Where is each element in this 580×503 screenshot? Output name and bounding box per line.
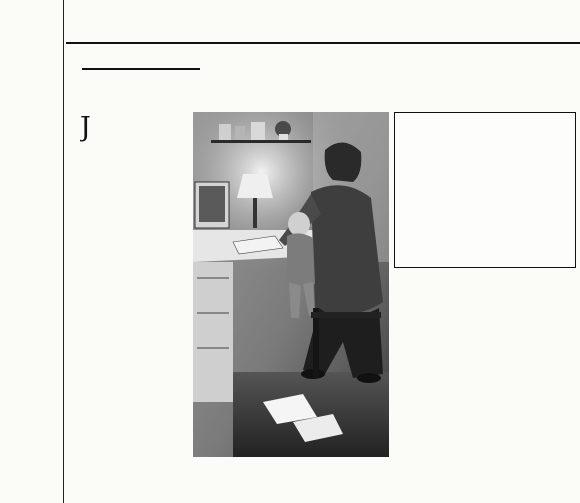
top-divider-rule — [66, 42, 580, 44]
photo-mother-working-with-baby — [193, 112, 389, 457]
article-column-left — [80, 112, 188, 503]
article-column-right — [396, 272, 576, 503]
article-columns-under-photo — [193, 459, 389, 503]
article-photo — [193, 112, 389, 457]
drop-cap: J — [80, 112, 91, 143]
article-paragraph — [294, 459, 389, 503]
classifieds-column — [0, 0, 64, 503]
article-paragraph — [193, 459, 288, 503]
classifieds-top-band — [66, 0, 580, 42]
work-family-tips-box — [394, 112, 576, 268]
section-underline — [82, 68, 200, 70]
